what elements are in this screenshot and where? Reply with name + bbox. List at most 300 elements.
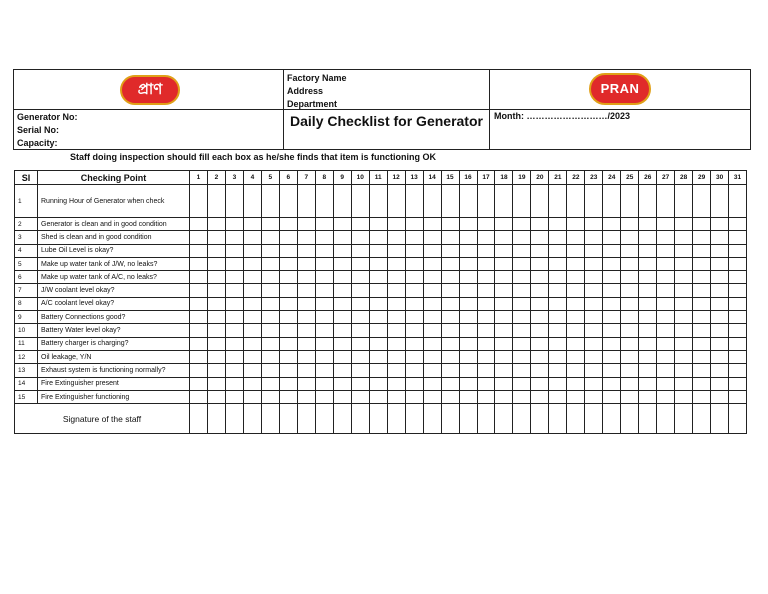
check-box-cell[interactable]	[459, 297, 477, 310]
check-box-cell[interactable]	[531, 185, 549, 218]
check-box-cell[interactable]	[711, 185, 729, 218]
check-box-cell[interactable]	[567, 231, 585, 244]
check-box-cell[interactable]	[243, 297, 261, 310]
check-box-cell[interactable]	[459, 231, 477, 244]
check-box-cell[interactable]	[315, 257, 333, 270]
signature-cell[interactable]	[657, 404, 675, 434]
check-box-cell[interactable]	[495, 244, 513, 257]
check-box-cell[interactable]	[513, 271, 531, 284]
check-box-cell[interactable]	[441, 324, 459, 337]
check-box-cell[interactable]	[549, 284, 567, 297]
check-box-cell[interactable]	[243, 350, 261, 363]
check-box-cell[interactable]	[693, 257, 711, 270]
check-box-cell[interactable]	[729, 218, 747, 231]
check-box-cell[interactable]	[333, 377, 351, 390]
check-box-cell[interactable]	[387, 350, 405, 363]
check-box-cell[interactable]	[333, 271, 351, 284]
check-box-cell[interactable]	[531, 284, 549, 297]
check-box-cell[interactable]	[405, 297, 423, 310]
check-box-cell[interactable]	[459, 271, 477, 284]
check-box-cell[interactable]	[423, 257, 441, 270]
check-box-cell[interactable]	[585, 324, 603, 337]
signature-cell[interactable]	[261, 404, 279, 434]
check-box-cell[interactable]	[190, 377, 208, 390]
check-box-cell[interactable]	[549, 350, 567, 363]
check-box-cell[interactable]	[603, 218, 621, 231]
check-box-cell[interactable]	[477, 257, 495, 270]
check-box-cell[interactable]	[477, 218, 495, 231]
signature-cell[interactable]	[333, 404, 351, 434]
check-box-cell[interactable]	[513, 185, 531, 218]
check-box-cell[interactable]	[711, 244, 729, 257]
check-box-cell[interactable]	[513, 337, 531, 350]
check-box-cell[interactable]	[711, 284, 729, 297]
capacity-label[interactable]: Capacity:	[17, 138, 58, 148]
check-box-cell[interactable]	[441, 257, 459, 270]
check-box-cell[interactable]	[459, 390, 477, 403]
check-box-cell[interactable]	[639, 284, 657, 297]
check-box-cell[interactable]	[549, 244, 567, 257]
check-box-cell[interactable]	[441, 350, 459, 363]
check-box-cell[interactable]	[711, 390, 729, 403]
check-box-cell[interactable]	[675, 311, 693, 324]
check-box-cell[interactable]	[261, 257, 279, 270]
check-box-cell[interactable]	[369, 231, 387, 244]
signature-cell[interactable]	[603, 404, 621, 434]
check-box-cell[interactable]	[243, 364, 261, 377]
check-box-cell[interactable]	[513, 324, 531, 337]
check-box-cell[interactable]	[369, 311, 387, 324]
check-box-cell[interactable]	[333, 185, 351, 218]
check-box-cell[interactable]	[639, 390, 657, 403]
check-box-cell[interactable]	[513, 364, 531, 377]
signature-cell[interactable]	[369, 404, 387, 434]
check-box-cell[interactable]	[585, 284, 603, 297]
signature-cell[interactable]	[711, 404, 729, 434]
signature-cell[interactable]	[621, 404, 639, 434]
signature-cell[interactable]	[297, 404, 315, 434]
check-box-cell[interactable]	[351, 311, 369, 324]
check-box-cell[interactable]	[711, 364, 729, 377]
check-box-cell[interactable]	[423, 218, 441, 231]
check-box-cell[interactable]	[639, 311, 657, 324]
check-box-cell[interactable]	[495, 185, 513, 218]
check-box-cell[interactable]	[621, 257, 639, 270]
signature-cell[interactable]	[495, 404, 513, 434]
check-box-cell[interactable]	[621, 271, 639, 284]
check-box-cell[interactable]	[603, 364, 621, 377]
check-box-cell[interactable]	[639, 350, 657, 363]
check-box-cell[interactable]	[405, 364, 423, 377]
check-box-cell[interactable]	[207, 244, 225, 257]
check-box-cell[interactable]	[513, 311, 531, 324]
check-box-cell[interactable]	[351, 271, 369, 284]
check-box-cell[interactable]	[243, 244, 261, 257]
check-box-cell[interactable]	[261, 244, 279, 257]
check-box-cell[interactable]	[225, 324, 243, 337]
check-box-cell[interactable]	[549, 297, 567, 310]
check-box-cell[interactable]	[190, 185, 208, 218]
check-box-cell[interactable]	[711, 324, 729, 337]
check-box-cell[interactable]	[190, 244, 208, 257]
check-box-cell[interactable]	[513, 390, 531, 403]
check-box-cell[interactable]	[297, 324, 315, 337]
month-field[interactable]: Month: ………………………/2023	[494, 111, 631, 121]
check-box-cell[interactable]	[603, 244, 621, 257]
check-box-cell[interactable]	[369, 244, 387, 257]
check-box-cell[interactable]	[225, 377, 243, 390]
check-box-cell[interactable]	[207, 185, 225, 218]
check-box-cell[interactable]	[441, 231, 459, 244]
check-box-cell[interactable]	[531, 311, 549, 324]
check-box-cell[interactable]	[351, 257, 369, 270]
check-box-cell[interactable]	[423, 244, 441, 257]
check-box-cell[interactable]	[585, 257, 603, 270]
check-box-cell[interactable]	[675, 377, 693, 390]
check-box-cell[interactable]	[639, 364, 657, 377]
check-box-cell[interactable]	[459, 244, 477, 257]
check-box-cell[interactable]	[297, 231, 315, 244]
check-box-cell[interactable]	[190, 364, 208, 377]
check-box-cell[interactable]	[369, 271, 387, 284]
check-box-cell[interactable]	[279, 377, 297, 390]
check-box-cell[interactable]	[279, 350, 297, 363]
check-box-cell[interactable]	[495, 271, 513, 284]
check-box-cell[interactable]	[315, 377, 333, 390]
check-box-cell[interactable]	[531, 377, 549, 390]
signature-cell[interactable]	[459, 404, 477, 434]
check-box-cell[interactable]	[333, 231, 351, 244]
check-box-cell[interactable]	[729, 271, 747, 284]
check-box-cell[interactable]	[657, 364, 675, 377]
check-box-cell[interactable]	[351, 377, 369, 390]
signature-cell[interactable]	[315, 404, 333, 434]
check-box-cell[interactable]	[495, 390, 513, 403]
check-box-cell[interactable]	[693, 284, 711, 297]
check-box-cell[interactable]	[423, 390, 441, 403]
check-box-cell[interactable]	[297, 271, 315, 284]
serial-no-label[interactable]: Serial No:	[17, 125, 60, 135]
check-box-cell[interactable]	[639, 218, 657, 231]
check-box-cell[interactable]	[549, 337, 567, 350]
check-box-cell[interactable]	[675, 244, 693, 257]
check-box-cell[interactable]	[261, 337, 279, 350]
check-box-cell[interactable]	[693, 244, 711, 257]
check-box-cell[interactable]	[693, 364, 711, 377]
check-box-cell[interactable]	[279, 311, 297, 324]
check-box-cell[interactable]	[657, 311, 675, 324]
check-box-cell[interactable]	[279, 185, 297, 218]
check-box-cell[interactable]	[387, 284, 405, 297]
check-box-cell[interactable]	[513, 350, 531, 363]
check-box-cell[interactable]	[261, 218, 279, 231]
check-box-cell[interactable]	[369, 350, 387, 363]
check-box-cell[interactable]	[693, 271, 711, 284]
signature-cell[interactable]	[513, 404, 531, 434]
check-box-cell[interactable]	[207, 271, 225, 284]
check-box-cell[interactable]	[477, 377, 495, 390]
check-box-cell[interactable]	[531, 271, 549, 284]
check-box-cell[interactable]	[405, 271, 423, 284]
check-box-cell[interactable]	[567, 350, 585, 363]
check-box-cell[interactable]	[297, 297, 315, 310]
signature-cell[interactable]	[423, 404, 441, 434]
check-box-cell[interactable]	[423, 311, 441, 324]
check-box-cell[interactable]	[387, 337, 405, 350]
check-box-cell[interactable]	[387, 271, 405, 284]
check-box-cell[interactable]	[549, 231, 567, 244]
check-box-cell[interactable]	[405, 185, 423, 218]
check-box-cell[interactable]	[621, 311, 639, 324]
check-box-cell[interactable]	[513, 257, 531, 270]
check-box-cell[interactable]	[279, 364, 297, 377]
check-box-cell[interactable]	[279, 297, 297, 310]
signature-cell[interactable]	[567, 404, 585, 434]
check-box-cell[interactable]	[585, 311, 603, 324]
check-box-cell[interactable]	[315, 337, 333, 350]
check-box-cell[interactable]	[315, 324, 333, 337]
check-box-cell[interactable]	[603, 271, 621, 284]
check-box-cell[interactable]	[621, 185, 639, 218]
check-box-cell[interactable]	[261, 324, 279, 337]
check-box-cell[interactable]	[405, 231, 423, 244]
check-box-cell[interactable]	[477, 284, 495, 297]
check-box-cell[interactable]	[423, 231, 441, 244]
check-box-cell[interactable]	[261, 284, 279, 297]
check-box-cell[interactable]	[603, 257, 621, 270]
check-box-cell[interactable]	[441, 284, 459, 297]
check-box-cell[interactable]	[603, 311, 621, 324]
check-box-cell[interactable]	[621, 324, 639, 337]
check-box-cell[interactable]	[621, 390, 639, 403]
check-box-cell[interactable]	[225, 257, 243, 270]
check-box-cell[interactable]	[513, 218, 531, 231]
check-box-cell[interactable]	[513, 284, 531, 297]
check-box-cell[interactable]	[495, 297, 513, 310]
check-box-cell[interactable]	[657, 297, 675, 310]
check-box-cell[interactable]	[351, 364, 369, 377]
check-box-cell[interactable]	[261, 297, 279, 310]
check-box-cell[interactable]	[567, 311, 585, 324]
check-box-cell[interactable]	[297, 364, 315, 377]
check-box-cell[interactable]	[477, 297, 495, 310]
check-box-cell[interactable]	[225, 185, 243, 218]
check-box-cell[interactable]	[531, 337, 549, 350]
check-box-cell[interactable]	[729, 185, 747, 218]
check-box-cell[interactable]	[315, 218, 333, 231]
check-box-cell[interactable]	[351, 231, 369, 244]
check-box-cell[interactable]	[225, 271, 243, 284]
check-box-cell[interactable]	[207, 324, 225, 337]
check-box-cell[interactable]	[711, 231, 729, 244]
check-box-cell[interactable]	[297, 244, 315, 257]
check-box-cell[interactable]	[207, 311, 225, 324]
check-box-cell[interactable]	[567, 324, 585, 337]
check-box-cell[interactable]	[315, 284, 333, 297]
check-box-cell[interactable]	[225, 284, 243, 297]
check-box-cell[interactable]	[387, 324, 405, 337]
check-box-cell[interactable]	[495, 311, 513, 324]
check-box-cell[interactable]	[477, 364, 495, 377]
check-box-cell[interactable]	[369, 257, 387, 270]
check-box-cell[interactable]	[261, 377, 279, 390]
check-box-cell[interactable]	[261, 364, 279, 377]
check-box-cell[interactable]	[297, 257, 315, 270]
check-box-cell[interactable]	[297, 185, 315, 218]
check-box-cell[interactable]	[297, 377, 315, 390]
check-box-cell[interactable]	[459, 350, 477, 363]
check-box-cell[interactable]	[567, 364, 585, 377]
check-box-cell[interactable]	[459, 284, 477, 297]
check-box-cell[interactable]	[567, 390, 585, 403]
check-box-cell[interactable]	[657, 350, 675, 363]
check-box-cell[interactable]	[351, 324, 369, 337]
check-box-cell[interactable]	[711, 377, 729, 390]
check-box-cell[interactable]	[459, 311, 477, 324]
check-box-cell[interactable]	[585, 377, 603, 390]
check-box-cell[interactable]	[477, 185, 495, 218]
check-box-cell[interactable]	[207, 364, 225, 377]
check-box-cell[interactable]	[531, 218, 549, 231]
check-box-cell[interactable]	[297, 218, 315, 231]
check-box-cell[interactable]	[369, 337, 387, 350]
check-box-cell[interactable]	[621, 284, 639, 297]
check-box-cell[interactable]	[639, 377, 657, 390]
signature-cell[interactable]	[549, 404, 567, 434]
check-box-cell[interactable]	[225, 244, 243, 257]
check-box-cell[interactable]	[225, 390, 243, 403]
check-box-cell[interactable]	[190, 311, 208, 324]
check-box-cell[interactable]	[495, 324, 513, 337]
check-box-cell[interactable]	[387, 311, 405, 324]
check-box-cell[interactable]	[675, 284, 693, 297]
check-box-cell[interactable]	[711, 271, 729, 284]
check-box-cell[interactable]	[459, 218, 477, 231]
check-box-cell[interactable]	[351, 185, 369, 218]
check-box-cell[interactable]	[621, 244, 639, 257]
check-box-cell[interactable]	[405, 390, 423, 403]
check-box-cell[interactable]	[190, 257, 208, 270]
check-box-cell[interactable]	[531, 231, 549, 244]
check-box-cell[interactable]	[243, 390, 261, 403]
check-box-cell[interactable]	[675, 218, 693, 231]
check-box-cell[interactable]	[387, 364, 405, 377]
check-box-cell[interactable]	[190, 324, 208, 337]
check-box-cell[interactable]	[495, 377, 513, 390]
check-box-cell[interactable]	[567, 284, 585, 297]
check-box-cell[interactable]	[549, 324, 567, 337]
check-box-cell[interactable]	[675, 231, 693, 244]
check-box-cell[interactable]	[639, 297, 657, 310]
check-box-cell[interactable]	[639, 324, 657, 337]
check-box-cell[interactable]	[477, 390, 495, 403]
check-box-cell[interactable]	[549, 390, 567, 403]
check-box-cell[interactable]	[441, 390, 459, 403]
check-box-cell[interactable]	[190, 271, 208, 284]
check-box-cell[interactable]	[441, 218, 459, 231]
check-box-cell[interactable]	[369, 297, 387, 310]
check-box-cell[interactable]	[495, 231, 513, 244]
check-box-cell[interactable]	[333, 324, 351, 337]
check-box-cell[interactable]	[261, 231, 279, 244]
check-box-cell[interactable]	[585, 185, 603, 218]
check-box-cell[interactable]	[423, 324, 441, 337]
check-box-cell[interactable]	[513, 377, 531, 390]
check-box-cell[interactable]	[225, 231, 243, 244]
check-box-cell[interactable]	[423, 377, 441, 390]
check-box-cell[interactable]	[675, 337, 693, 350]
check-box-cell[interactable]	[729, 297, 747, 310]
check-box-cell[interactable]	[459, 377, 477, 390]
check-box-cell[interactable]	[351, 244, 369, 257]
check-box-cell[interactable]	[603, 324, 621, 337]
signature-cell[interactable]	[225, 404, 243, 434]
check-box-cell[interactable]	[621, 231, 639, 244]
check-box-cell[interactable]	[585, 297, 603, 310]
check-box-cell[interactable]	[423, 284, 441, 297]
signature-cell[interactable]	[279, 404, 297, 434]
check-box-cell[interactable]	[190, 337, 208, 350]
check-box-cell[interactable]	[387, 231, 405, 244]
check-box-cell[interactable]	[531, 257, 549, 270]
check-box-cell[interactable]	[675, 364, 693, 377]
check-box-cell[interactable]	[207, 257, 225, 270]
check-box-cell[interactable]	[495, 218, 513, 231]
check-box-cell[interactable]	[405, 311, 423, 324]
check-box-cell[interactable]	[315, 311, 333, 324]
check-box-cell[interactable]	[639, 337, 657, 350]
check-box-cell[interactable]	[657, 284, 675, 297]
check-box-cell[interactable]	[243, 324, 261, 337]
check-box-cell[interactable]	[423, 337, 441, 350]
check-box-cell[interactable]	[657, 244, 675, 257]
check-box-cell[interactable]	[261, 311, 279, 324]
check-box-cell[interactable]	[315, 297, 333, 310]
check-box-cell[interactable]	[531, 244, 549, 257]
check-box-cell[interactable]	[477, 244, 495, 257]
check-box-cell[interactable]	[190, 297, 208, 310]
check-box-cell[interactable]	[315, 231, 333, 244]
check-box-cell[interactable]	[729, 311, 747, 324]
check-box-cell[interactable]	[531, 350, 549, 363]
check-box-cell[interactable]	[639, 271, 657, 284]
check-box-cell[interactable]	[549, 271, 567, 284]
check-box-cell[interactable]	[477, 324, 495, 337]
check-box-cell[interactable]	[225, 311, 243, 324]
check-box-cell[interactable]	[729, 284, 747, 297]
signature-cell[interactable]	[387, 404, 405, 434]
check-box-cell[interactable]	[549, 364, 567, 377]
check-box-cell[interactable]	[279, 324, 297, 337]
check-box-cell[interactable]	[441, 377, 459, 390]
check-box-cell[interactable]	[693, 297, 711, 310]
check-box-cell[interactable]	[261, 350, 279, 363]
check-box-cell[interactable]	[585, 390, 603, 403]
check-box-cell[interactable]	[675, 350, 693, 363]
check-box-cell[interactable]	[279, 244, 297, 257]
check-box-cell[interactable]	[621, 297, 639, 310]
check-box-cell[interactable]	[585, 231, 603, 244]
check-box-cell[interactable]	[621, 218, 639, 231]
check-box-cell[interactable]	[549, 185, 567, 218]
check-box-cell[interactable]	[693, 218, 711, 231]
check-box-cell[interactable]	[477, 311, 495, 324]
check-box-cell[interactable]	[495, 337, 513, 350]
check-box-cell[interactable]	[333, 297, 351, 310]
check-box-cell[interactable]	[387, 218, 405, 231]
signature-cell[interactable]	[351, 404, 369, 434]
check-box-cell[interactable]	[567, 185, 585, 218]
